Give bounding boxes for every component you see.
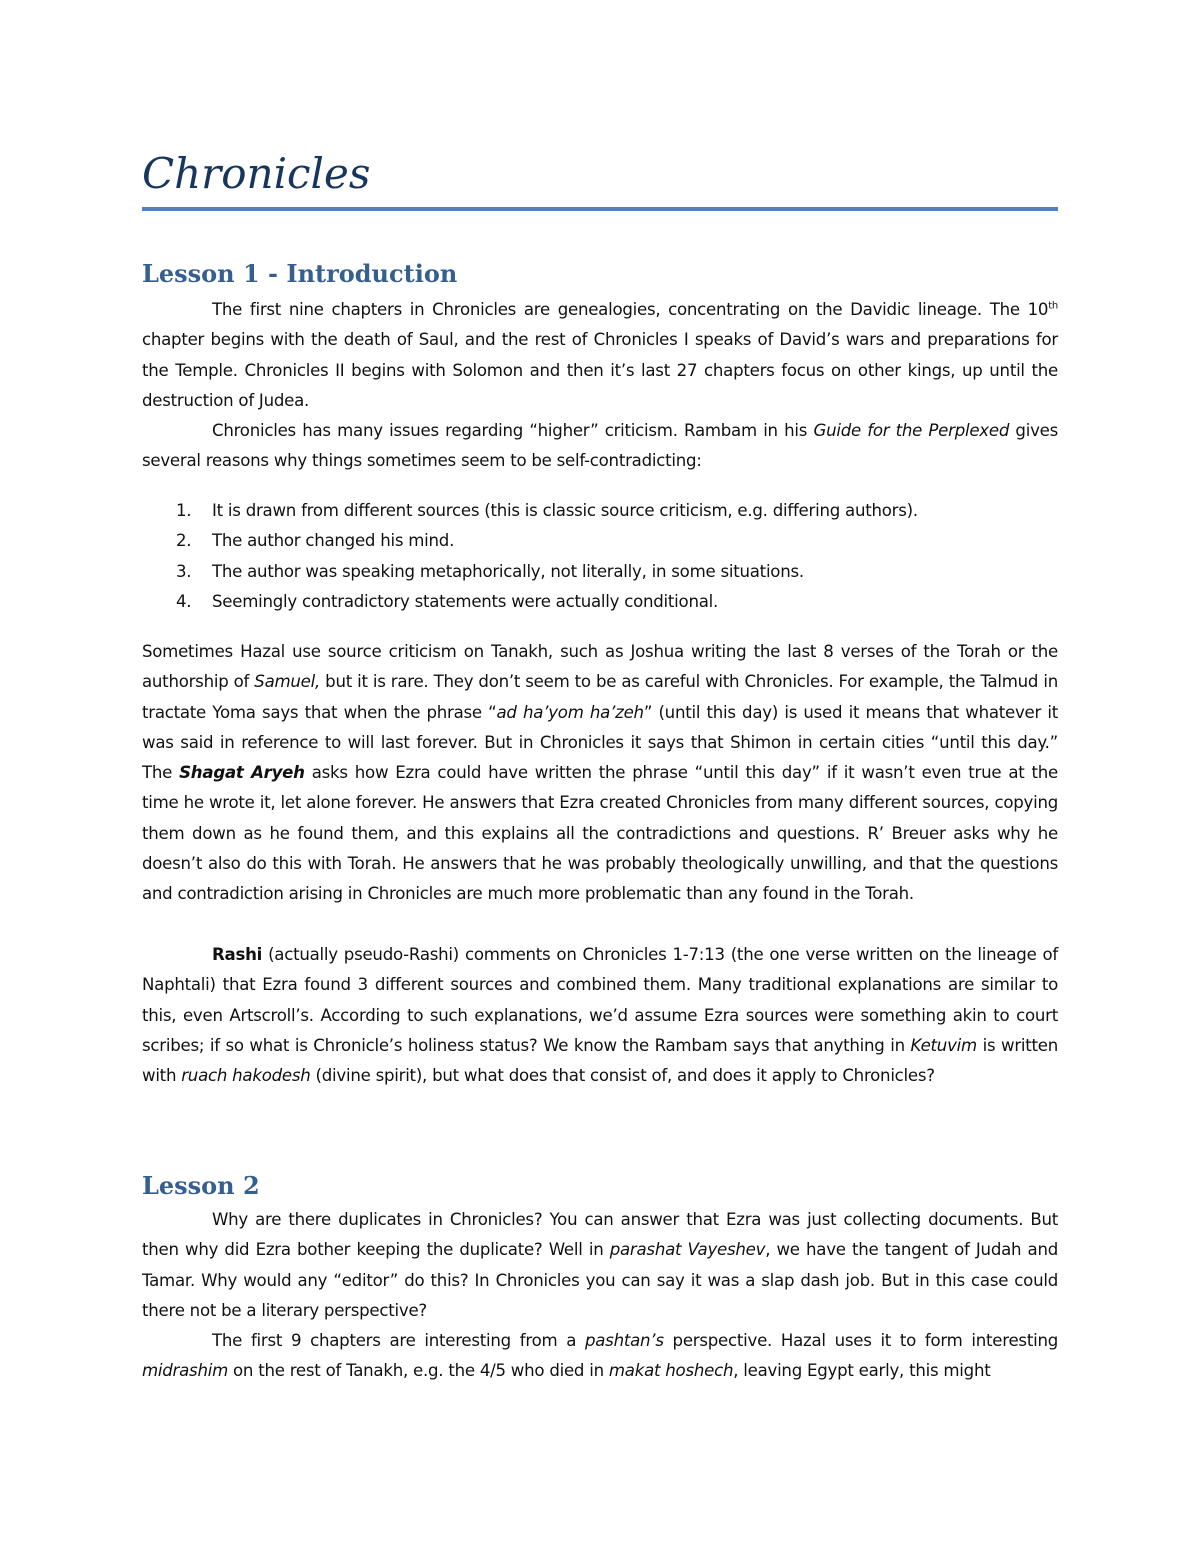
lesson-1-paragraph-1: The first nine chapters in Chronicles are genealogies, concentrating on the Davidic lineage. The 10th chapter begins with the death of Saul, and the rest of Chronicles I speaks of David’s wars and preparations for the Temple. Chronicles II begins with Solomon and then it’s last 27 chapters focus on other kings, up until the destruction of Judea.	[142, 300, 1058, 410]
list-item: 4. Seemingly contradictory statements were actually conditional.	[176, 591, 719, 611]
list-item: 1. It is drawn from different sources (this is classic source criticism, e.g. differing authors).	[176, 501, 918, 520]
lesson-2-paragraph-1: Why are there duplicates in Chronicles? You can answer that Ezra was just collecting documents. But then why did Ezra bother keeping the duplicate? Well in parashat Vayeshev, we have the tangent of Judah and Tamar. Why would any “editor” do this? In Chronicles you can say it was a slap dash job. But in this case could there not be a literary perspective?	[142, 1210, 1059, 1320]
lesson-2-paragraph-2: The first 9 chapters are interesting from a pashtan’s perspective. Hazal uses it to form interesting midrashim on the rest of Tanakh, e.g. the 4/5 who died in makat hoshech, leaving Egypt early, this might	[142, 1331, 1058, 1381]
lesson-1-paragraph-2: Chronicles has many issues regarding “higher” criticism. Rambam in his Guide for the Perplexed gives several reasons why things sometimes seem to be self-contradicting:	[142, 421, 1058, 471]
list-item: 3. The author was speaking metaphorically, not literally, in some situations.	[176, 561, 804, 581]
lesson-1-paragraph-4: Rashi (actually pseudo-Rashi) comments on Chronicles 1-7:13 (the one verse written on the lineage of Naphtali) that Ezra found 3 different sources and combined them. Many traditional explanations are similar to this, even Artscroll’s. According to such explanations, we’d assume Ezra sources were something akin to court scribes; if so what is Chronicle’s holiness status? We know the Rambam says that anything in Ketuvim is written with ruach hakodesh (divine spirit), but what does that consist of, and does it apply to Chronicles?	[142, 945, 1058, 1086]
lesson-2-heading: Lesson 2	[142, 1171, 260, 1200]
title-underline	[142, 207, 1058, 211]
document-title: Chronicles	[142, 149, 371, 198]
list-item: 2. The author changed his mind.	[176, 531, 455, 551]
reasons-list	[142, 496, 1058, 617]
lesson-1-paragraph-3: Sometimes Hazal use source criticism on Tanakh, such as Joshua writing the last 8 verses of the Torah or the authorship of Samuel, but it is rare. They don’t seem to be as careful with Chronicles. For example, the Talmud in tractate Yoma says that when the phrase “ad ha’yom ha’zeh” (until this day) is used it means that whatever it was said in reference to will last forever. But in Chronicles it says that Shimon in certain cities “until this day.” The Shagat Aryeh asks how Ezra could have written the phrase “until this day” if it wasn’t even true at the time he wrote it, let alone forever. He answers that Ezra created Chronicles from many different sources, copying them down as he found them, and this explains all the contradictions and questions. R’ Breuer asks why he doesn’t also do this with Torah. He answers that he was probably theologically unwilling, and that the questions and contradiction arising in Chronicles are much more problematic than any found in the Torah.	[142, 642, 1058, 904]
lesson-1-heading: Lesson 1 - Introduction	[142, 259, 458, 288]
